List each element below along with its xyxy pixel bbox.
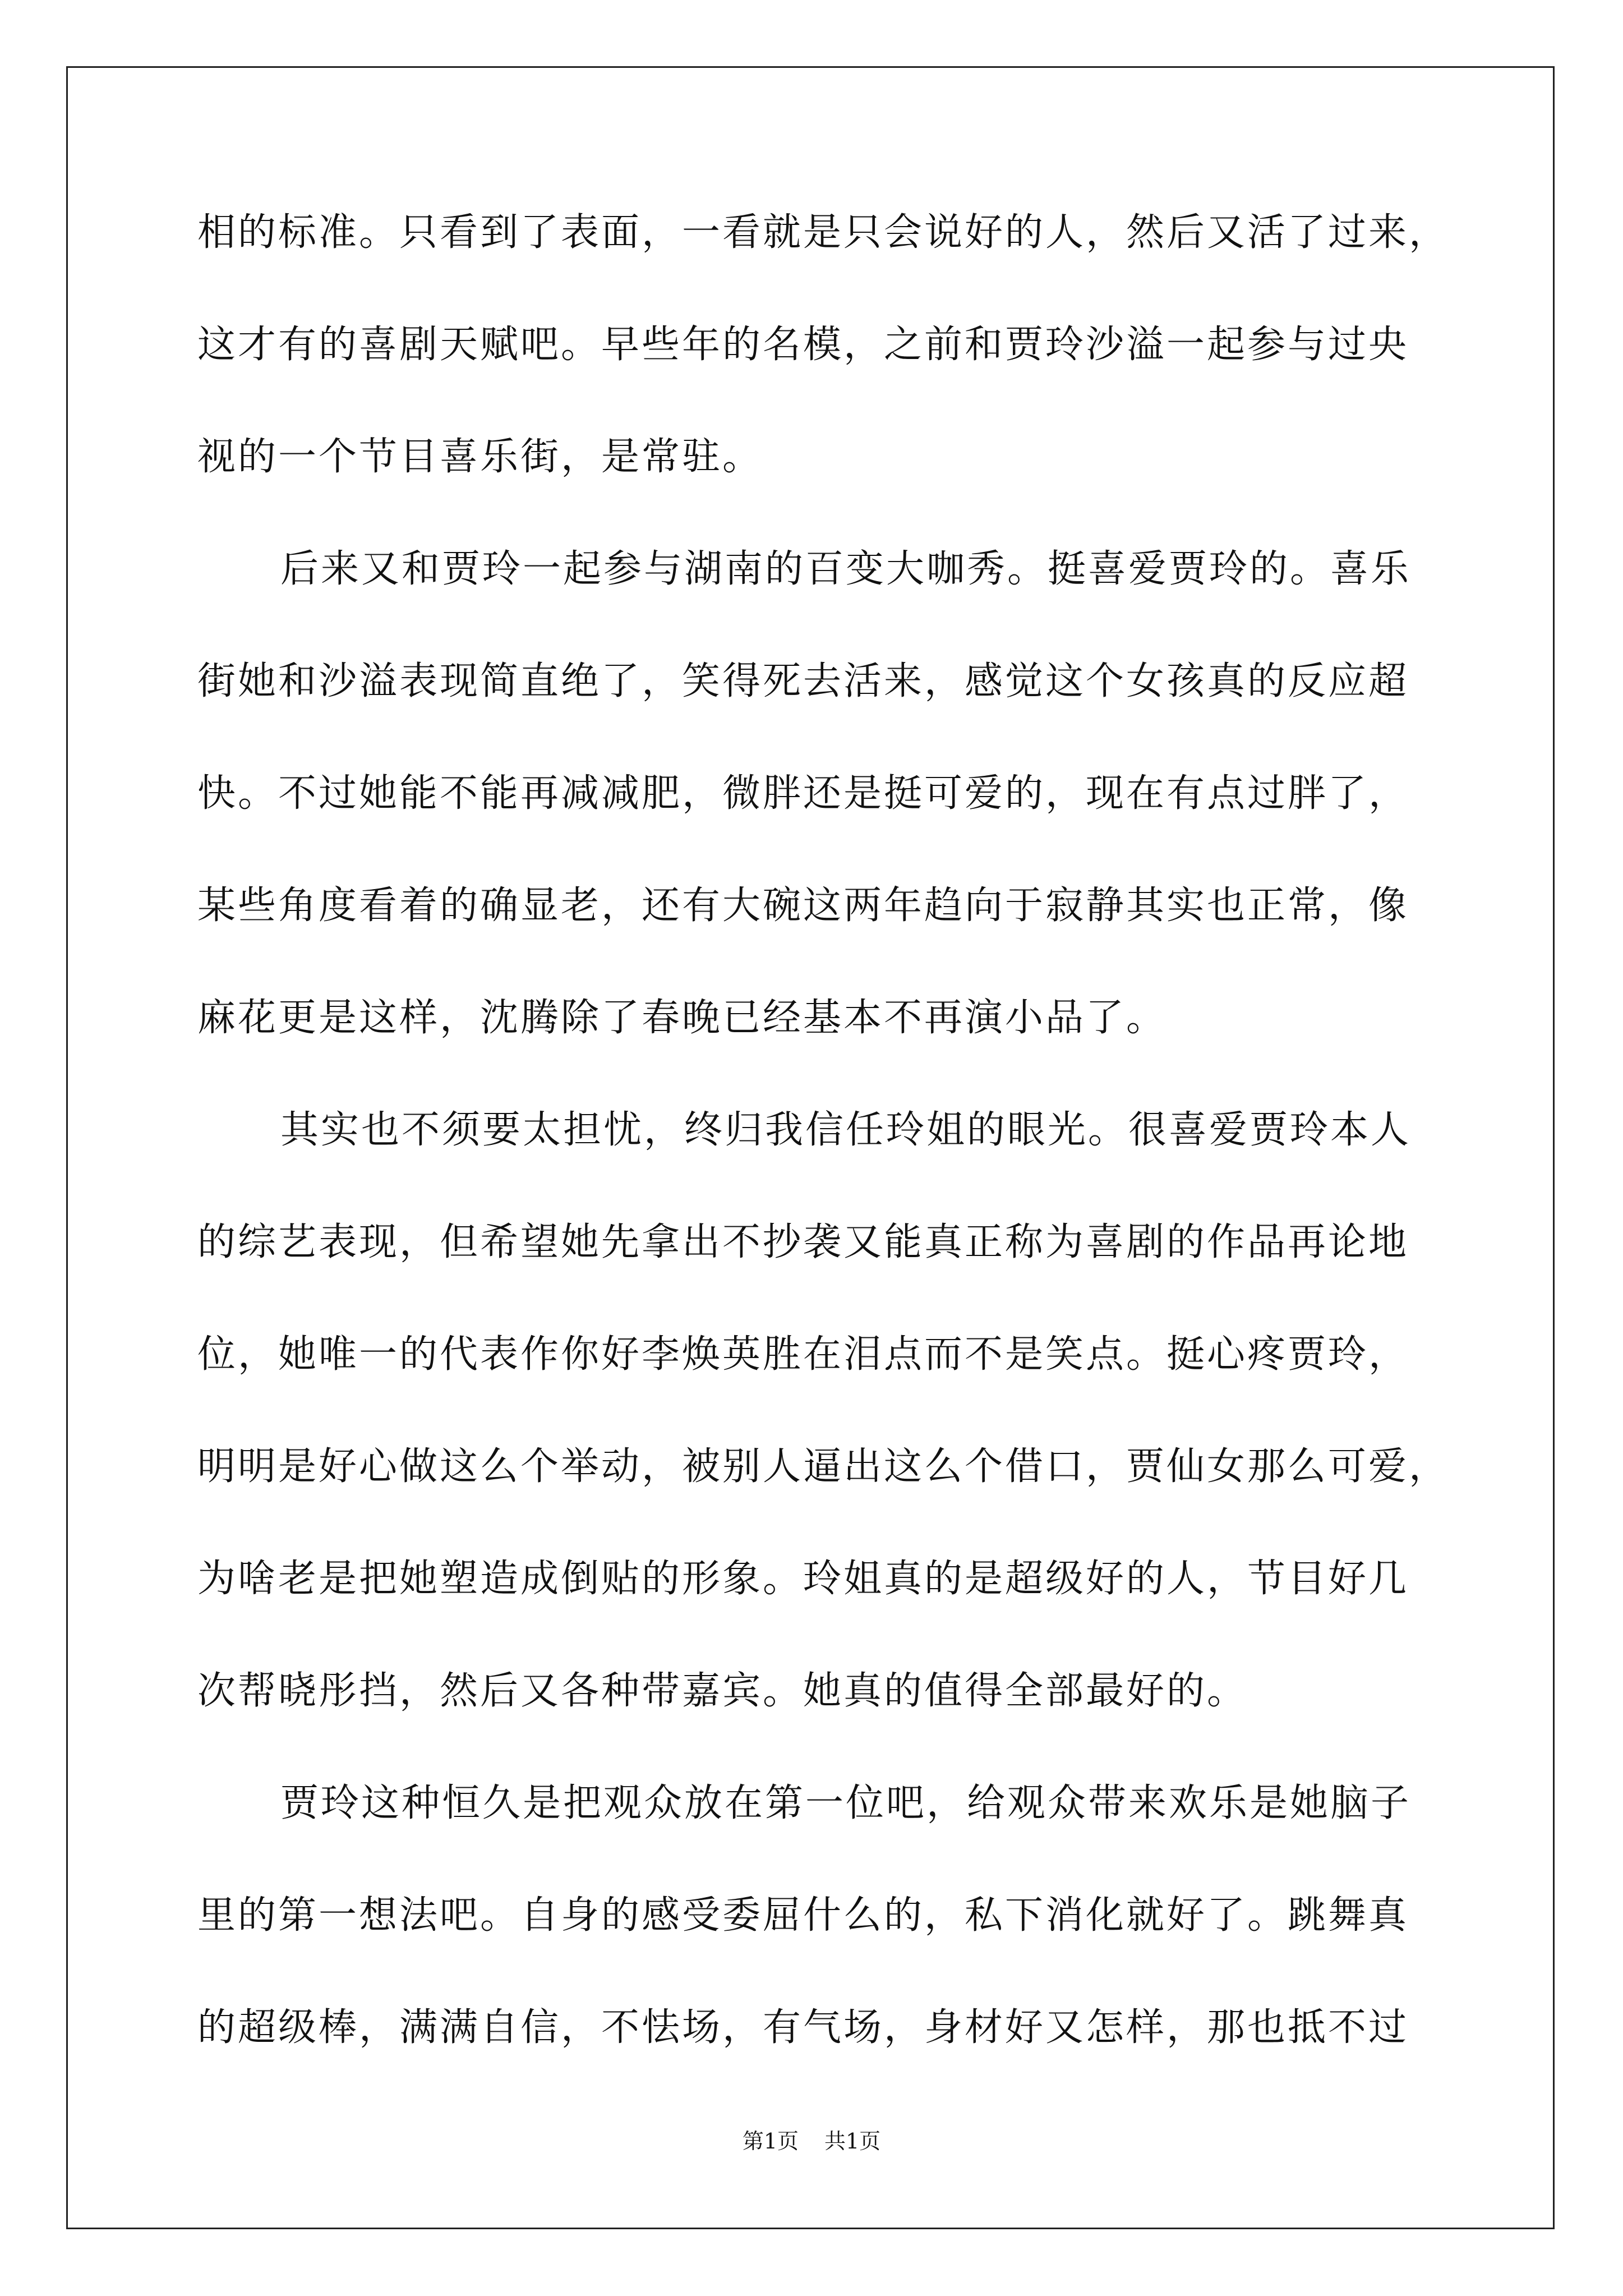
page-number: 第1页 — [742, 2129, 799, 2154]
text-line: 为啥老是把她塑造成倒贴的形象。玲姐真的是超级好的人，节目好几 — [197, 1557, 1409, 1601]
text-line: 的超级棒，满满自信，不怯场，有气场，身材好又怎样，那也抵不过 — [197, 2005, 1409, 2050]
text-line: 相的标准。只看到了表面，一看就是只会说好的人，然后又活了过来， — [197, 210, 1450, 255]
text-line: 的综艺表现，但希望她先拿出不抄袭又能真正称为喜剧的作品再论地 — [197, 1220, 1409, 1264]
text-line: 视的一个节目喜乐街，是常驻。 — [197, 435, 763, 479]
text-line: 明明是好心做这么个举动，被别人逼出这么个借口，贾仙女那么可爱， — [197, 1444, 1450, 1489]
page-footer — [0, 2127, 1623, 2155]
text-line: 位，她唯一的代表作你好李焕英胜在泪点而不是笑点。挺心疼贾玲， — [197, 1332, 1409, 1377]
paragraph-first-line: 其实也不须要太担忧，终归我信任玲姐的眼光。很喜爱贾玲本人 — [280, 1108, 1412, 1152]
paragraph-first-line: 贾玲这种恒久是把观众放在第一位吧，给观众带来欢乐是她脑子 — [280, 1781, 1412, 1825]
text-line: 街她和沙溢表现简直绝了，笑得死去活来，感觉这个女孩真的反应超 — [197, 659, 1409, 703]
document-body — [197, 199, 1459, 2106]
page-total: 共1页 — [824, 2129, 881, 2154]
text-line: 麻花更是这样，沈腾除了春晚已经基本不再演小品了。 — [197, 996, 1167, 1040]
text-line: 里的第一想法吧。自身的感受委屈什么的，私下消化就好了。跳舞真 — [197, 1893, 1409, 1938]
text-line: 快。不过她能不能再减减肥，微胖还是挺可爱的，现在有点过胖了， — [197, 771, 1409, 816]
text-line: 次帮晓彤挡，然后又各种带嘉宾。她真的值得全部最好的。 — [197, 1669, 1248, 1713]
paragraph-first-line: 后来又和贾玲一起参与湖南的百变大咖秀。挺喜爱贾玲的。喜乐 — [280, 547, 1412, 591]
text-line: 某些角度看着的确显老，还有大碗这两年趋向于寂静其实也正常，像 — [197, 884, 1409, 928]
text-line: 这才有的喜剧天赋吧。早些年的名模，之前和贾玲沙溢一起参与过央 — [197, 323, 1409, 367]
